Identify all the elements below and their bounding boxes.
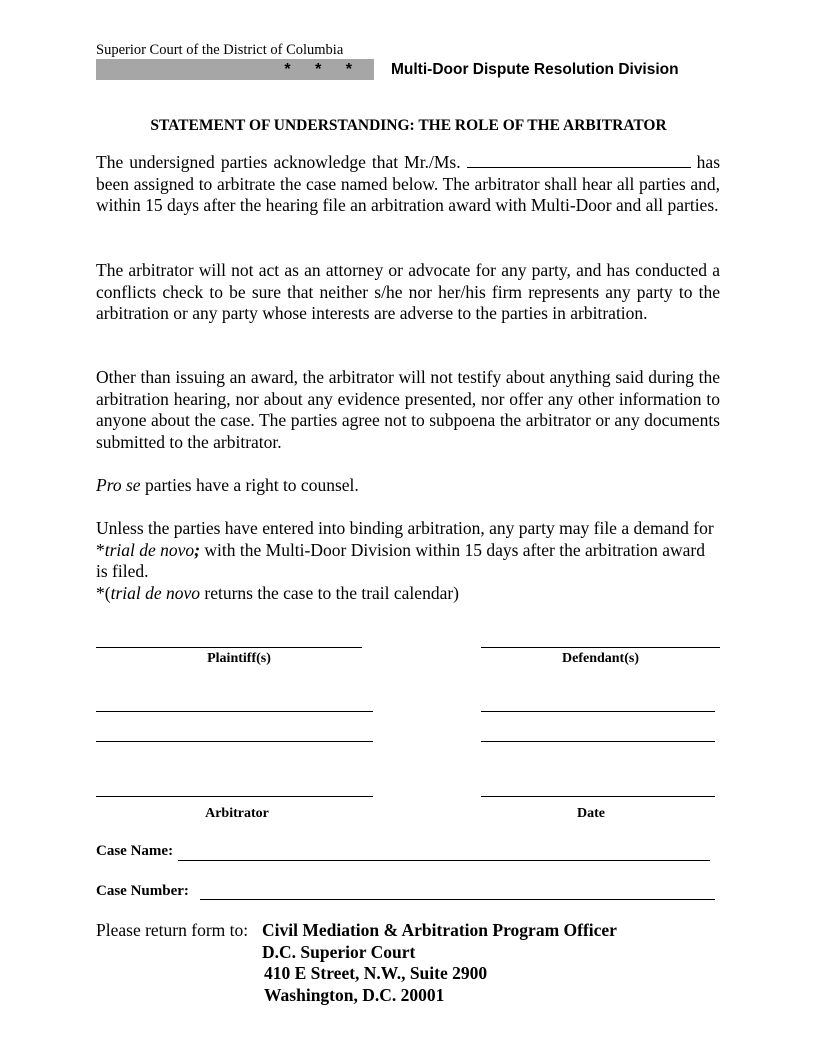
arbitrator-name-blank[interactable]: [467, 152, 691, 168]
return-address-line-3: 410 E Street, N.W., Suite 2900: [264, 963, 488, 983]
defendant-label: Defendant(s): [562, 651, 639, 666]
paragraph-conflicts: The arbitrator will not act as an attorney or advocate for any party, and has conducted a conflicts check to be sure that neither s/he nor her/his firm represents any party to the arbitration or any party whose interests are adverse to the parties in arbitration.: [96, 260, 720, 323]
plaintiff-signature-line[interactable]: [96, 647, 362, 648]
p5-part-a: Unless the parties have entered into binding arbitration, any party may file a demand for *: [96, 518, 714, 560]
pro-se-text: Pro se: [96, 475, 141, 495]
p6-italic: trial de novo: [110, 583, 201, 603]
header-stars: * * *: [284, 61, 362, 78]
p5-part-d: with the Multi-Door Division within 15 days after the arbitration award is filed.: [96, 539, 705, 581]
date-label: Date: [577, 806, 605, 821]
plaintiff-label: Plaintiff(s): [207, 651, 271, 666]
paragraph-trial-de-novo: [96, 518, 716, 583]
defendant-signature-line[interactable]: [481, 647, 720, 648]
p5-semicolon: ;: [194, 539, 201, 560]
p6-part-c: returns the case to the trail calendar): [200, 583, 459, 603]
p5-italic: trial de novo: [104, 539, 195, 560]
defendant-signature-line-3[interactable]: [481, 741, 715, 742]
paragraph-assignment-lead: The undersigned parties acknowledge that Mr./Ms.: [96, 152, 461, 172]
defendant-signature-line-2[interactable]: [481, 711, 715, 712]
date-line[interactable]: [481, 796, 715, 797]
paragraph-counsel-rest: parties have a right to counsel.: [140, 475, 359, 495]
return-address-line-1: Civil Mediation & Arbitration Program Officer: [262, 920, 617, 940]
paragraph-assignment: [96, 152, 720, 217]
arbitrator-label: Arbitrator: [205, 806, 269, 821]
plaintiff-signature-line-3[interactable]: [96, 741, 373, 742]
header-gray-bar: [96, 59, 374, 80]
arbitrator-signature-line[interactable]: [96, 796, 373, 797]
return-label: Please return form to:: [96, 920, 249, 940]
case-number-field[interactable]: [200, 899, 715, 900]
case-name-label: Case Name:: [96, 843, 174, 859]
division-name: Multi-Door Dispute Resolution Division: [391, 61, 679, 78]
case-number-label: Case Number:: [96, 883, 189, 899]
paragraph-assignment-body: has been assigned to arbitrate the case named below. The arbitrator shall hear all parties and, within 15 days after the hearing file an arbitration award with Multi-Door and all parties.: [96, 152, 720, 215]
court-name: Superior Court of the District of Columbia: [96, 42, 344, 58]
paragraph-footnote: [96, 583, 720, 605]
paragraph-counsel: [96, 475, 720, 497]
case-name-field[interactable]: [178, 860, 710, 861]
return-address-line-4: Washington, D.C. 20001: [264, 985, 445, 1005]
return-address-line-2: D.C. Superior Court: [262, 942, 416, 962]
document-title: STATEMENT OF UNDERSTANDING: THE ROLE OF THE ARBITRATOR: [150, 117, 667, 134]
paragraph-confidentiality: Other than issuing an award, the arbitrator will not testify about anything said during the arbitration hearing, nor about any evidence presented, nor offer any other information to anyone about the case. The parties agree not to subpoena the arbitrator or any documents submitted to the arbitrator.: [96, 367, 720, 452]
plaintiff-signature-line-2[interactable]: [96, 711, 373, 712]
p6-part-a: *(: [96, 583, 111, 603]
